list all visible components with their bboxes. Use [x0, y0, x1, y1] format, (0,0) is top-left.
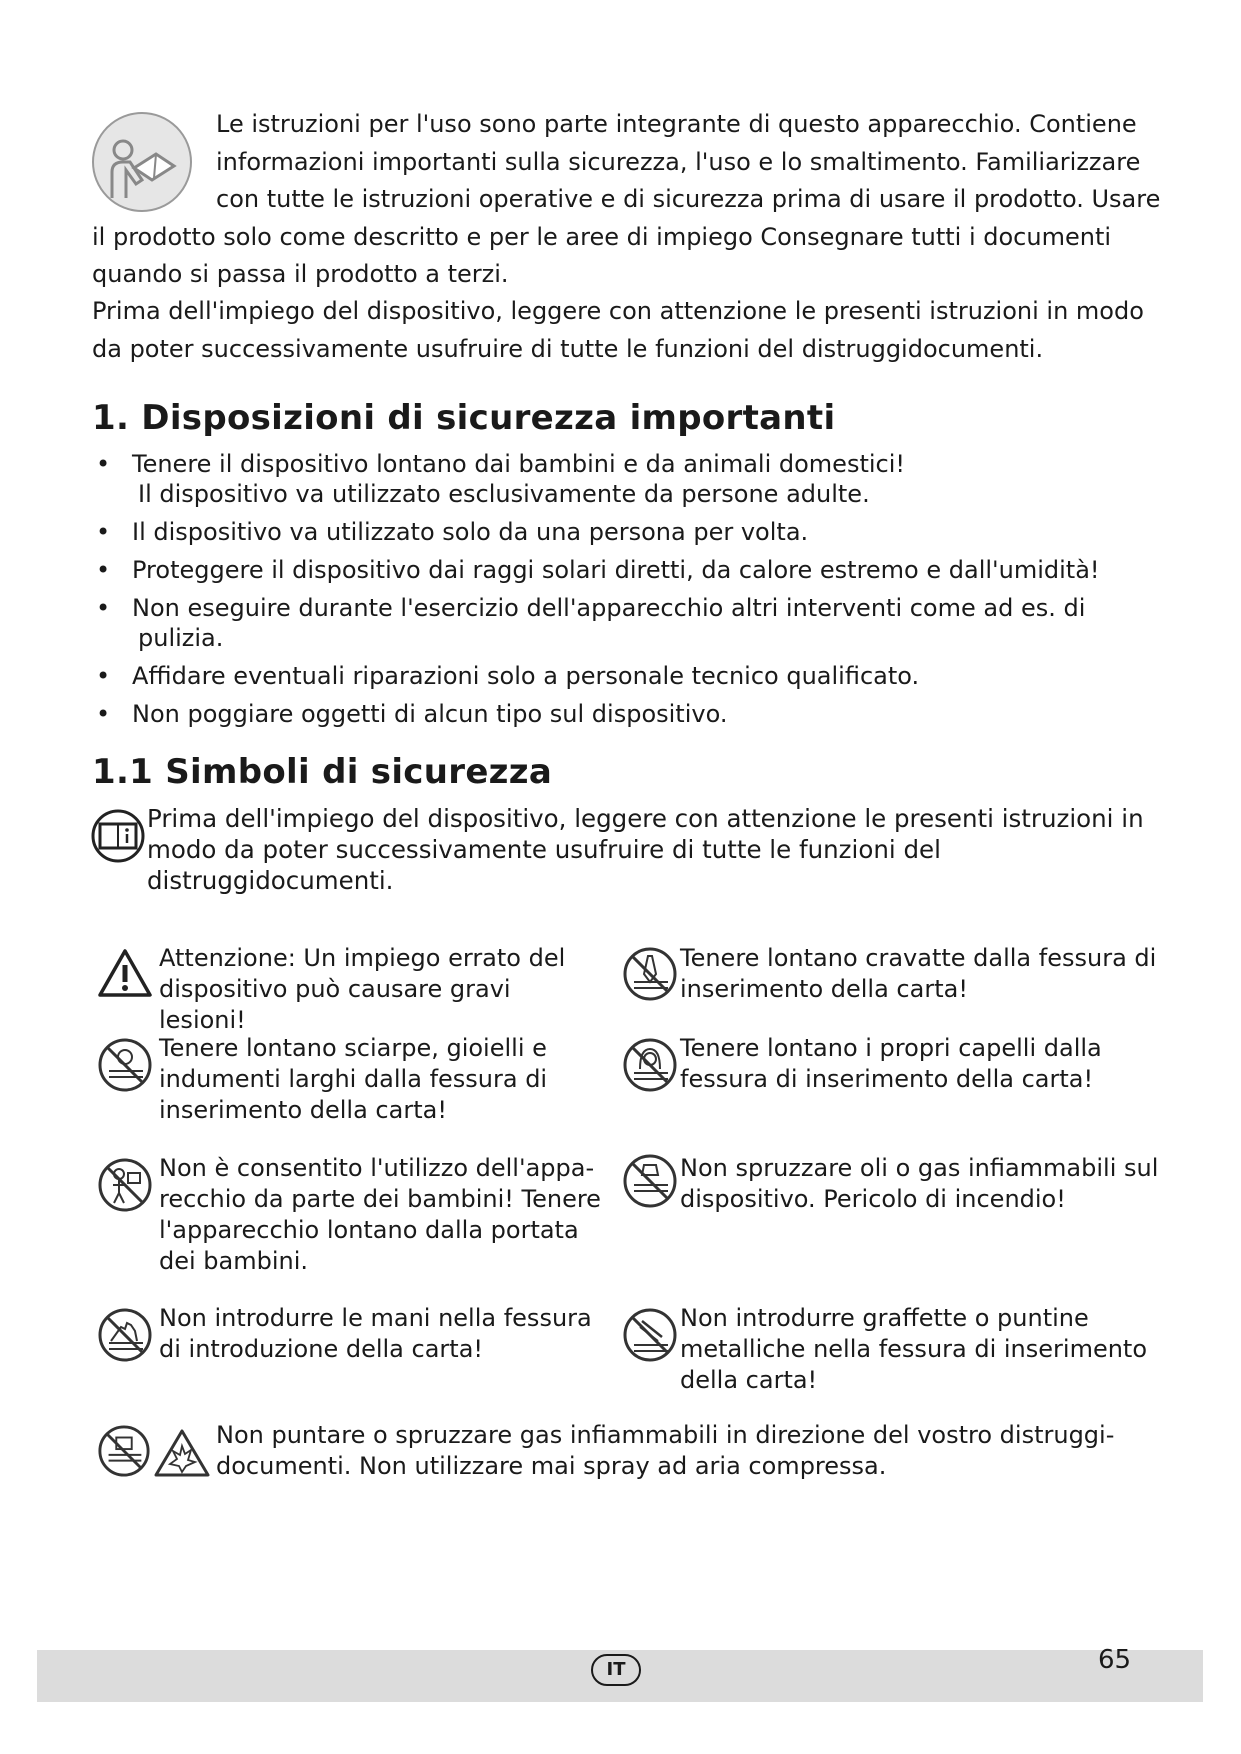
no-aerosol-icon	[97, 1424, 151, 1478]
bullet-text: Tenere il dispositivo lontano dai bambini e da animali domestici!	[132, 450, 906, 478]
bullet-item	[92, 449, 1172, 509]
bullet-text: Non poggiare oggetti di alcun tipo sul dispositivo.	[132, 700, 728, 728]
symbol-text: Tenere lontano i propri capelli dalla fessura di inserimento della carta!	[680, 1034, 1102, 1093]
intro-paragraph-text: Le istruzioni per l'uso sono parte integrante di questo apparecchio. Contiene informazioni importanti sulla sicurezza, l'uso e lo smaltimento. Familiarizzare con tutte le istruzioni operative e di sicurezza prima di usare il prodotto. Usare il prodotto solo come descritto e per le aree di impiego Consegnare tutti i documenti quando si passa il prodotto a terzi.	[92, 110, 1161, 288]
no-hands-icon	[97, 1307, 153, 1363]
bullet-item	[92, 517, 1172, 547]
bullet-dot: •	[96, 556, 111, 584]
section-1-heading: 1. Disposizioni di sicurezza importanti	[92, 398, 836, 438]
bullet-text: Non eseguire durante l'esercizio dell'apparecchio altri interventi come ad es. di	[132, 594, 1086, 622]
language-badge: IT	[591, 1654, 641, 1686]
bullet-item	[92, 555, 1172, 585]
symbol-text: Tenere lontano cravatte dalla fessura di inserimento della carta!	[680, 944, 1157, 1003]
bullet-text: Affidare eventuali riparazioni solo a personale tecnico qualificato.	[132, 662, 920, 690]
no-spray-oil-icon	[622, 1153, 678, 1209]
symbol-text: Attenzione: Un impiego errato del dispositivo può causare gravi lesioni!	[159, 944, 566, 1034]
no-ties-icon	[622, 946, 678, 1002]
symbol-text: Non spruzzare oli o gas infiammabili sul dispositivo. Pericolo di incendio!	[680, 1154, 1159, 1213]
manual-read-text: Prima dell'impiego del dispositivo, leggere con attenzione le presenti istruzioni in modo da poter successivamente usufruire di tutte le funzioni del distruggidocumenti.	[147, 804, 1144, 895]
bullet-text: Il dispositivo va utilizzato solo da una persona per volta.	[132, 518, 809, 546]
bullet-dot: •	[96, 594, 111, 622]
bullet-item	[92, 593, 1172, 653]
page-number: 65	[1098, 1645, 1132, 1675]
bullet-item	[92, 661, 1172, 691]
symbol-text: Non è consentito l'utilizzo dell'appa-recchio da parte dei bambini! Tenere l'apparecchio lontano dalla portata dei bambini.	[159, 1154, 601, 1275]
bullet-dot: •	[96, 700, 111, 728]
bullet-dot: •	[96, 518, 111, 546]
warning-triangle-icon	[97, 948, 153, 998]
bullet-dot: •	[96, 450, 111, 478]
intro-paragraph-2: Prima dell'impiego del dispositivo, leggere con attenzione le presenti istruzioni in modo da poter successivamente usufruire di tutte le funzioni del distruggidocumenti.	[92, 297, 1144, 363]
bullet-text-cont: Il dispositivo va utilizzato esclusivamente da persone adulte.	[138, 480, 870, 508]
no-hair-icon	[622, 1037, 678, 1093]
intro-paragraph	[92, 106, 1172, 294]
no-scarves-jewelry-icon	[97, 1037, 153, 1093]
bullet-item	[92, 699, 1172, 729]
no-staples-icon	[622, 1307, 678, 1363]
bullet-text-cont: pulizia.	[138, 624, 224, 652]
final-warning-text: Non puntare o spruzzare gas infiammabili in direzione del vostro distruggi-documenti. Non utilizzare mai spray ad aria compressa.	[216, 1421, 1115, 1480]
section-1-1-heading: 1.1 Simboli di sicurezza	[92, 752, 553, 792]
safety-bullet-list	[92, 449, 1172, 737]
symbol-text: Non introdurre le mani nella fessura di introduzione della carta!	[159, 1304, 592, 1363]
flammable-warning-icon	[153, 1428, 211, 1478]
bullet-dot: •	[96, 662, 111, 690]
manual-info-icon	[90, 808, 146, 864]
no-children-icon	[97, 1157, 153, 1213]
symbol-text: Non introdurre graffette o puntine metalliche nella fessura di inserimento della carta!	[680, 1304, 1148, 1394]
bullet-text: Proteggere il dispositivo dai raggi solari diretti, da calore estremo e dall'umidità!	[132, 556, 1100, 584]
symbol-text: Tenere lontano sciarpe, gioielli e indumenti larghi dalla fessura di inserimento della carta!	[159, 1034, 548, 1124]
